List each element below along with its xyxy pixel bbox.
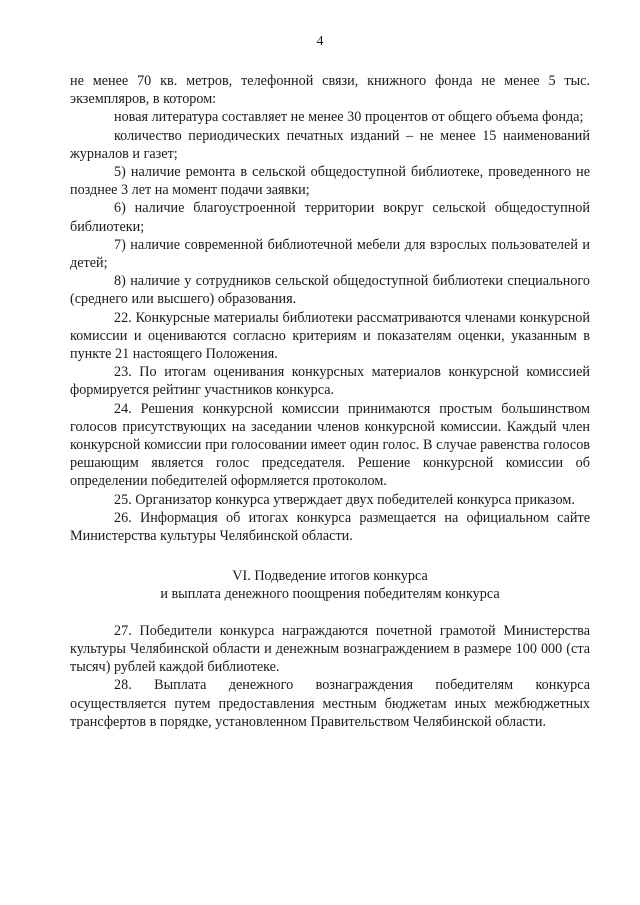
paragraph: 8) наличие у сотрудников сельской общедоступной библиотеки специального (среднего или высшего) образования. [70, 273, 590, 308]
section-heading: 27. Победители конкурса награждаются почетной грамотой Министерства культуры Челябинской области и денежным вознаграждением в размере 100 000 (ста тысяч) рублей каждой библиотеке. [70, 622, 590, 676]
paragraph: 26. Информация об итогах конкурса размещается на официальном сайте Министерства культуры Челябинской области. [70, 509, 590, 545]
paragraph: 7) наличие современной библиотечной мебели для взрослых пользователей и детей; [70, 236, 590, 272]
paragraph: 23. По итогам оценивания конкурсных материалов конкурсной комиссией формируется рейтинг участников конкурса. [70, 364, 590, 399]
section-heading: VI. Подведение итогов конкурса [232, 568, 428, 585]
paragraph: новая литература составляет не менее 30 процентов от общего объема фонда; [114, 109, 584, 126]
paragraph: 5) наличие ремонта в сельской общедоступной библиотеке, проведенного не позднее 3 лет на момент подачи заявки; [70, 164, 590, 199]
page-number: 4 [316, 34, 324, 49]
paragraph: 25. Организатор конкурса утверждает двух победителей конкурса приказом. [114, 491, 575, 508]
paragraph: 22. Конкурсные материалы библиотеки рассматриваются членами конкурсной комиссии и оцениваются согласно критериям и показателям оценки, указанным в пункте 21 настоящего Положения. [70, 309, 590, 363]
document-body [70, 72, 590, 731]
paragraph: 24. Решения конкурсной комиссии принимаются простым большинством голосов присутствующих на заседании членов конкурсной комиссии. Каждый член конкурсной комиссии при голосовании имеет один голос. В случае равенства голосов решающим является голос председателя. Решение конкурсной комиссии об определении победителей оформляется протоколом. [70, 400, 590, 490]
paragraph: количество периодических печатных изданий – не менее 15 наименований журналов и газет; [70, 127, 590, 162]
section-heading: и выплата денежного поощрения победителям конкурса [160, 586, 500, 603]
paragraph: 6) наличие благоустроенной территории вокруг сельской общедоступной библиотеки; [70, 200, 590, 235]
paragraph: 28. Выплата денежного вознаграждения победителям конкурса осуществляется путем предоставления местным бюджетам иных межбюджетных трансфертов в порядке, установленном Правительством Челябинской области. [70, 677, 590, 730]
paragraph: не менее 70 кв. метров, телефонной связи, книжного фонда не менее 5 тыс. экземпляров, в котором: [70, 73, 590, 108]
